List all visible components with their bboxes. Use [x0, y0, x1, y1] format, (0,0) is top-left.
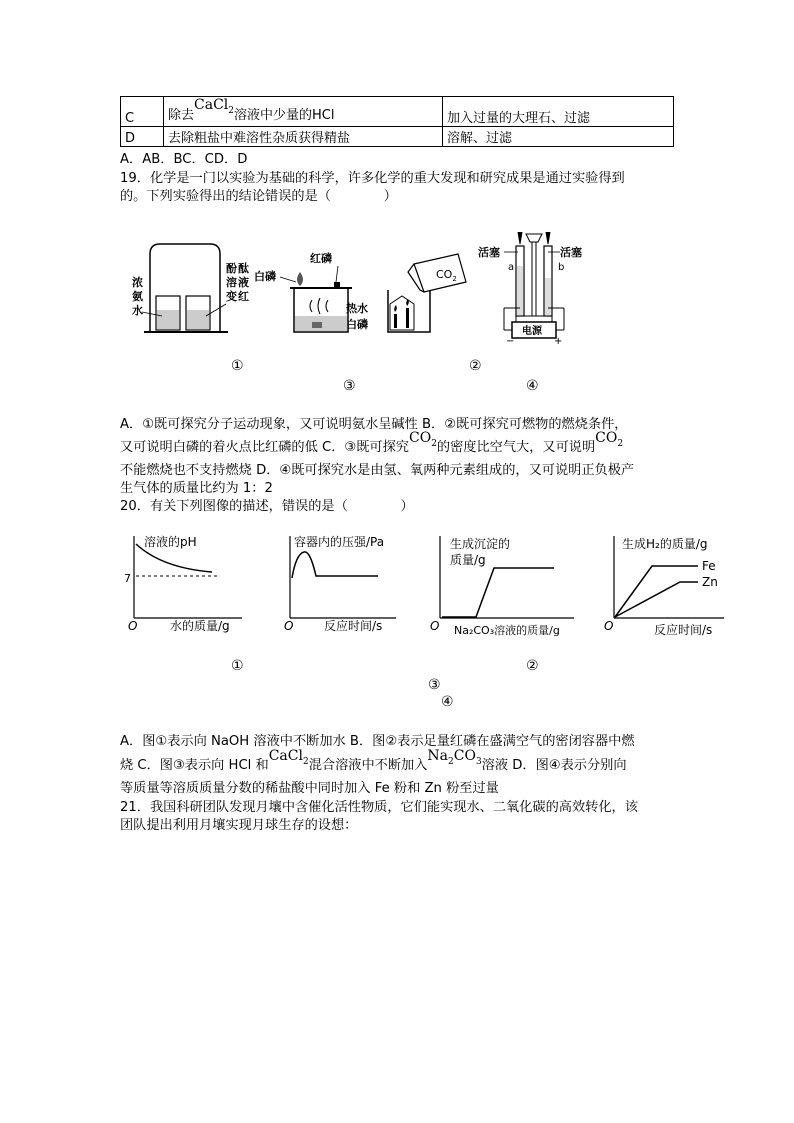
- co2-pouring-figure: [384, 250, 474, 336]
- option-content: 去除粗盐中难溶性杂质获得精盐: [164, 127, 443, 147]
- q20-fig-number-3: ③: [428, 677, 441, 693]
- graph1-xlabel: 水的质量/g: [170, 619, 230, 633]
- chem-formula: CaCl$_2$: [194, 97, 234, 116]
- combustion-figure: [250, 250, 370, 336]
- option-key: D: [121, 127, 164, 147]
- graph2-ylabel: 容器内的压强/Pa: [294, 535, 385, 549]
- graph1-tick-7: 7: [124, 572, 131, 585]
- option-content: 除去CaCl$_2$溶液中少量的HCl: [164, 97, 443, 127]
- fig1-label-right-1: 酚: [226, 262, 237, 275]
- fig1-label-right-6: 红: [238, 290, 249, 303]
- fig4-minus-label: −: [506, 336, 515, 344]
- graph1-origin: O: [128, 619, 138, 633]
- graph-1: [122, 530, 248, 638]
- q20-fig-number-1: ①: [231, 658, 244, 674]
- q19-option-line-4: 生气体的质量比约为 1：2: [120, 481, 273, 496]
- graph-2: [278, 530, 398, 638]
- fig1-label-right-3: 溶: [226, 276, 237, 289]
- q19-option-line-1: A．①既可探究分子运动现象，又可说明氨水呈碱性 B．②既可探究可燃物的燃烧条件，: [120, 417, 628, 432]
- graph4-series-zn: Zn: [702, 575, 718, 589]
- fig4-b-label: b: [558, 262, 565, 273]
- fig4-plus-label: +: [554, 336, 563, 344]
- fig4-power-label: 电源: [522, 326, 542, 337]
- option-method: 溶解、过滤: [443, 127, 674, 147]
- graph2-xlabel: 反应时间/s: [324, 619, 383, 633]
- q19-fig-number-4: ④: [526, 378, 539, 394]
- chem-formula-co2: $CO_2$: [595, 430, 624, 449]
- fig1-label-left-3: 水: [132, 304, 143, 317]
- fig3-co2-label: $CO_2$: [436, 268, 457, 283]
- fig4-left-stopcock-label: 活塞: [478, 246, 500, 259]
- q19-stem-1: 19．化学是一门以实验为基础的科学，许多化学的重大发现和研究成果是通过实验得到: [120, 171, 625, 186]
- graph4-series-fe: Fe: [702, 559, 716, 573]
- q19-option-line-3: 不能燃烧也不支持燃烧 D．④既可探究水是由氢、氧两种元素组成的，又可说明正负极产: [120, 463, 635, 478]
- graph3-origin: O: [430, 619, 440, 633]
- graph-4: [602, 530, 730, 642]
- fig4-right-stopcock-label: 活塞: [560, 246, 582, 259]
- graph-3: [424, 530, 580, 642]
- fig1-label-left-1: 浓: [132, 276, 143, 289]
- q21-line-2: 团队提出利用月壤实现月球生存的设想：: [120, 818, 358, 833]
- q19-fig-number-2: ②: [469, 358, 482, 374]
- fig1-label-right-5: 变: [226, 290, 237, 303]
- q19-fig-number-3: ③: [343, 378, 356, 394]
- fig4-a-label: a: [508, 262, 515, 273]
- fig1-label-right-2: 酞: [238, 262, 249, 275]
- fig1-label-left-2: 氨: [132, 290, 143, 303]
- q18-options: A．AB．BC．CD．D: [120, 152, 248, 167]
- graph3-ylabel-1: 生成沉淀的: [450, 537, 511, 551]
- q20-stem: 20．有关下列图像的描述，错误的是（ ）: [120, 499, 414, 514]
- q19-option-line-2: 又可说明白磷的着火点比红磷的低 C．③既可探究$CO_2$的密度比空气大，又可说明$CO_2$: [120, 430, 624, 455]
- graph4-origin: O: [604, 619, 614, 633]
- fig1-label-right-4: 液: [238, 276, 249, 289]
- q20-option-line-3: 等质量等溶质质量分数的稀盐酸中同时加入 Fe 粉和 Zn 粉至过量: [120, 781, 499, 796]
- q19-stem-2: 的。下列实验得出的结论错误的是（ ）: [120, 189, 397, 204]
- option-method: 加入过量的大理石、过滤: [443, 97, 674, 127]
- q20-option-line-2: 烧 C．图③表示向 HCl 和CaCl$_2$混合溶液中不断加入$Na_2CO_3$溶液 D．图④表示分别向: [120, 748, 627, 773]
- q21-line-1: 21．我国科研团队发现月壤中含催化活性物质，它们能实现水、二氧化碳的高效转化，该: [120, 800, 638, 815]
- electrolysis-figure: [474, 228, 584, 344]
- options-table: [120, 96, 674, 147]
- option-key: C: [121, 97, 164, 127]
- q20-option-line-1: A．图①表示向 NaOH 溶液中不断加水 B．图②表示足量红磷在盛满空气的密闭容器中燃: [120, 734, 635, 749]
- table-row: [121, 97, 674, 127]
- q19-fig-number-1: ①: [231, 358, 244, 374]
- fig2-hongli-label: 红磷: [310, 252, 332, 265]
- chem-formula-co2: $CO_2$: [408, 430, 437, 449]
- graph3-ylabel-2: 质量/g: [450, 553, 486, 567]
- fig2-reshui-label: 热水: [346, 302, 368, 315]
- graph3-xlabel: Na₂CO₃溶液的质量/g: [454, 624, 560, 637]
- fig2-bailin2-label: 白磷: [346, 318, 368, 331]
- q20-fig-number-4: ④: [441, 694, 454, 710]
- graph1-ylabel: 溶液的pH: [144, 535, 197, 549]
- graph2-origin: O: [284, 619, 294, 633]
- q20-fig-number-2: ②: [526, 658, 539, 674]
- chem-formula-cacl2: CaCl$_2$: [268, 748, 309, 767]
- chem-formula-na2co3: $Na_2CO_3$: [427, 748, 482, 767]
- fig2-bailin-label: 白磷: [254, 270, 276, 283]
- graph4-ylabel: 生成H₂的质量/g: [622, 537, 708, 551]
- table-row: [121, 127, 674, 147]
- graph4-xlabel: 反应时间/s: [654, 623, 713, 637]
